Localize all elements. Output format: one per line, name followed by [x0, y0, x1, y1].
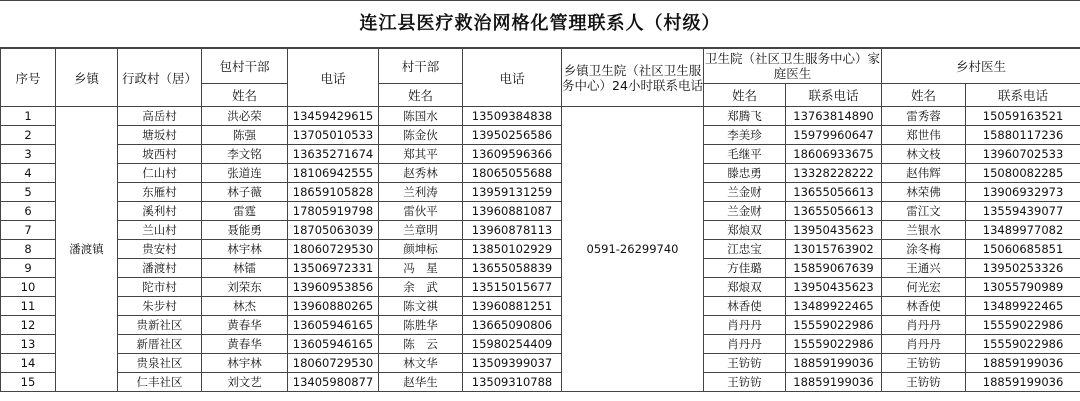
cell-cadre-name: 林宇林 — [202, 240, 288, 259]
cell-seq: 10 — [1, 278, 56, 297]
cell-village-cadre-name: 陈胜华 — [379, 316, 463, 335]
header-cadre-name: 姓名 — [202, 84, 288, 107]
cell-seq: 15 — [1, 373, 56, 392]
cell-seq: 12 — [1, 316, 56, 335]
cell-cadre-phone: 13459429615 — [288, 107, 379, 126]
header-cadre-group: 包村干部 — [202, 49, 288, 84]
cell-village: 新厝社区 — [118, 335, 202, 354]
cell-cadre-name: 刘荣东 — [202, 278, 288, 297]
cell-seq: 8 — [1, 240, 56, 259]
table-row — [1, 354, 1080, 373]
cell-family-doctor-phone: 18859199036 — [786, 354, 882, 373]
cell-rural-doctor-phone: 13489977082 — [966, 221, 1080, 240]
table-row — [1, 221, 1080, 240]
cell-cadre-phone: 13405980877 — [288, 373, 379, 392]
header-family-doctor-group: 卫生院（社区卫生服务中心）家庭医生 — [704, 49, 882, 84]
cell-rural-doctor-phone: 18859199036 — [966, 354, 1080, 373]
cell-rural-doctor-name: 何光宏 — [882, 278, 966, 297]
cell-family-doctor-phone: 18606933675 — [786, 145, 882, 164]
cell-rural-doctor-name: 肖丹丹 — [882, 335, 966, 354]
table-row — [1, 240, 1080, 259]
cell-family-doctor-phone: 13950435623 — [786, 278, 882, 297]
cell-village-cadre-name: 陈 云 — [379, 335, 463, 354]
cell-cadre-name: 陈强 — [202, 126, 288, 145]
cell-rural-doctor-name: 王钫钫 — [882, 354, 966, 373]
cell-rural-doctor-name: 涂冬梅 — [882, 240, 966, 259]
cell-village: 高岳村 — [118, 107, 202, 126]
cell-cadre-name: 黄春华 — [202, 335, 288, 354]
cell-family-doctor-name: 兰金财 — [704, 183, 786, 202]
cell-cadre-name: 黄春华 — [202, 316, 288, 335]
cell-rural-doctor-phone: 15059163521 — [966, 107, 1080, 126]
header-village-cadre-group: 村干部 — [379, 49, 463, 84]
header-town: 乡镇 — [56, 49, 118, 107]
cell-rural-doctor-phone: 13950253326 — [966, 259, 1080, 278]
cell-village: 仁山村 — [118, 164, 202, 183]
cell-village-cadre-phone: 13609596366 — [463, 145, 562, 164]
cell-village: 陀市村 — [118, 278, 202, 297]
table-row — [1, 126, 1080, 145]
cell-village-cadre-phone: 13960878113 — [463, 221, 562, 240]
cell-family-doctor-name: 李美珍 — [704, 126, 786, 145]
cell-village-cadre-phone: 13850102929 — [463, 240, 562, 259]
cell-village-cadre-name: 林文华 — [379, 354, 463, 373]
cell-rural-doctor-name: 雷江文 — [882, 202, 966, 221]
cell-cadre-name: 李文铭 — [202, 145, 288, 164]
cell-cadre-phone: 13960880265 — [288, 297, 379, 316]
cell-rural-doctor-name: 王通兴 — [882, 259, 966, 278]
header-cadre-phone: 电话 — [288, 49, 379, 107]
contact-table — [0, 48, 1080, 392]
cell-rural-doctor-name: 林文枝 — [882, 145, 966, 164]
cell-seq: 5 — [1, 183, 56, 202]
cell-family-doctor-phone: 15859067639 — [786, 259, 882, 278]
cell-seq: 6 — [1, 202, 56, 221]
cell-seq: 11 — [1, 297, 56, 316]
cell-village-cadre-name: 冯 星 — [379, 259, 463, 278]
cell-family-doctor-phone: 15559022986 — [786, 316, 882, 335]
header-family-doctor-name: 姓名 — [704, 84, 786, 107]
cell-seq: 2 — [1, 126, 56, 145]
cell-village-cadre-name: 赵秀林 — [379, 164, 463, 183]
header-rural-doctor-name: 姓名 — [882, 84, 966, 107]
cell-village-cadre-phone: 13959131259 — [463, 183, 562, 202]
cell-seq: 14 — [1, 354, 56, 373]
header-village-cadre-phone: 电话 — [463, 49, 562, 107]
cell-village-cadre-phone: 18065055688 — [463, 164, 562, 183]
cell-family-doctor-phone: 13328228222 — [786, 164, 882, 183]
cell-rural-doctor-phone: 13906932973 — [966, 183, 1080, 202]
table-row — [1, 164, 1080, 183]
cell-family-doctor-phone: 13763814890 — [786, 107, 882, 126]
cell-rural-doctor-phone: 15880117236 — [966, 126, 1080, 145]
table-row — [1, 335, 1080, 354]
header-village-cadre-name: 姓名 — [379, 84, 463, 107]
cell-village: 贵安村 — [118, 240, 202, 259]
cell-family-doctor-name: 毛继平 — [704, 145, 786, 164]
cell-village-cadre-name: 陈金伙 — [379, 126, 463, 145]
table-row — [1, 278, 1080, 297]
cell-family-doctor-phone: 13950435623 — [786, 221, 882, 240]
document-title: 连江县医疗救治网格化管理联系人（村级） — [0, 0, 1080, 48]
table-header-row-1 — [1, 49, 1080, 84]
table-row — [1, 183, 1080, 202]
cell-village-cadre-name: 雷伙平 — [379, 202, 463, 221]
header-village: 行政村（居） — [118, 49, 202, 107]
cell-hospital-phone: 0591-26299740 — [562, 107, 704, 392]
header-hospital-line: 乡镇卫生院（社区卫生服务中心）24小时联系电话 — [562, 49, 704, 107]
cell-rural-doctor-phone: 13960702533 — [966, 145, 1080, 164]
cell-village-cadre-name: 陈文祺 — [379, 297, 463, 316]
cell-village-cadre-name: 余 武 — [379, 278, 463, 297]
cell-village-cadre-name: 赵华生 — [379, 373, 463, 392]
cell-village: 东雁村 — [118, 183, 202, 202]
cell-village: 仁丰社区 — [118, 373, 202, 392]
cell-family-doctor-name: 滕忠勇 — [704, 164, 786, 183]
cell-rural-doctor-name: 郑世伟 — [882, 126, 966, 145]
cell-village: 贵泉社区 — [118, 354, 202, 373]
table-row — [1, 202, 1080, 221]
cell-rural-doctor-name: 林香使 — [882, 297, 966, 316]
cell-seq: 9 — [1, 259, 56, 278]
cell-village-cadre-phone: 13509310788 — [463, 373, 562, 392]
header-rural-doctor-phone: 联系电话 — [966, 84, 1080, 107]
cell-rural-doctor-phone: 15559022986 — [966, 335, 1080, 354]
header-family-doctor-phone: 联系电话 — [786, 84, 882, 107]
cell-rural-doctor-name: 兰银水 — [882, 221, 966, 240]
cell-cadre-phone: 13605946165 — [288, 316, 379, 335]
cell-village-cadre-phone: 13655058839 — [463, 259, 562, 278]
cell-seq: 13 — [1, 335, 56, 354]
cell-rural-doctor-phone: 13489922465 — [966, 297, 1080, 316]
header-seq: 序号 — [1, 49, 56, 107]
cell-cadre-name: 洪必荣 — [202, 107, 288, 126]
cell-cadre-name: 林宇林 — [202, 354, 288, 373]
cell-cadre-phone: 18106942555 — [288, 164, 379, 183]
cell-family-doctor-name: 兰金财 — [704, 202, 786, 221]
cell-village: 朱步村 — [118, 297, 202, 316]
cell-family-doctor-name: 林香使 — [704, 297, 786, 316]
cell-village-cadre-phone: 15980254409 — [463, 335, 562, 354]
cell-family-doctor-name: 方佳璐 — [704, 259, 786, 278]
cell-cadre-name: 林镭 — [202, 259, 288, 278]
cell-village-cadre-phone: 13950256586 — [463, 126, 562, 145]
cell-rural-doctor-name: 林荣佛 — [882, 183, 966, 202]
cell-cadre-name: 林子薇 — [202, 183, 288, 202]
cell-cadre-phone: 18659105828 — [288, 183, 379, 202]
cell-family-doctor-phone: 13015763902 — [786, 240, 882, 259]
cell-cadre-phone: 17805919798 — [288, 202, 379, 221]
cell-village-cadre-phone: 13509384838 — [463, 107, 562, 126]
cell-village: 坡西村 — [118, 145, 202, 164]
cell-family-doctor-name: 王钫钫 — [704, 354, 786, 373]
cell-rural-doctor-phone: 18859199036 — [966, 373, 1080, 392]
cell-seq: 3 — [1, 145, 56, 164]
cell-village-cadre-phone: 13665090806 — [463, 316, 562, 335]
cell-village-cadre-phone: 13960881087 — [463, 202, 562, 221]
cell-village-cadre-phone: 13509399037 — [463, 354, 562, 373]
cell-rural-doctor-phone: 15559022986 — [966, 316, 1080, 335]
cell-family-doctor-name: 肖丹丹 — [704, 335, 786, 354]
cell-cadre-name: 聂能勇 — [202, 221, 288, 240]
cell-rural-doctor-phone: 15060685851 — [966, 240, 1080, 259]
cell-cadre-name: 刘文艺 — [202, 373, 288, 392]
header-rural-doctor-group: 乡村医生 — [882, 49, 1080, 84]
cell-family-doctor-phone: 13489922465 — [786, 297, 882, 316]
cell-town: 潘渡镇 — [56, 107, 118, 392]
cell-village-cadre-phone: 13515015677 — [463, 278, 562, 297]
cell-seq: 4 — [1, 164, 56, 183]
cell-cadre-name: 雷霆 — [202, 202, 288, 221]
cell-family-doctor-name: 郑腾飞 — [704, 107, 786, 126]
cell-family-doctor-phone: 18859199036 — [786, 373, 882, 392]
cell-family-doctor-name: 肖丹丹 — [704, 316, 786, 335]
cell-cadre-phone: 13705010533 — [288, 126, 379, 145]
table-row — [1, 259, 1080, 278]
cell-village: 兰山村 — [118, 221, 202, 240]
cell-cadre-name: 张道连 — [202, 164, 288, 183]
cell-village-cadre-name: 兰章明 — [379, 221, 463, 240]
cell-village-cadre-name: 兰利涛 — [379, 183, 463, 202]
cell-seq: 7 — [1, 221, 56, 240]
table-row — [1, 145, 1080, 164]
table-body — [1, 107, 1080, 392]
cell-cadre-phone: 13506972331 — [288, 259, 379, 278]
cell-village: 潘渡村 — [118, 259, 202, 278]
cell-family-doctor-name: 郑烺双 — [704, 278, 786, 297]
cell-village-cadre-phone: 13960881251 — [463, 297, 562, 316]
cell-family-doctor-phone: 13655056613 — [786, 183, 882, 202]
cell-rural-doctor-phone: 15080082285 — [966, 164, 1080, 183]
cell-village: 塘坂村 — [118, 126, 202, 145]
cell-cadre-phone: 18705063039 — [288, 221, 379, 240]
table-row — [1, 107, 1080, 126]
cell-family-doctor-name: 郑烺双 — [704, 221, 786, 240]
cell-cadre-phone: 13635271674 — [288, 145, 379, 164]
cell-cadre-phone: 18060729530 — [288, 354, 379, 373]
cell-village-cadre-name: 颜坤标 — [379, 240, 463, 259]
cell-rural-doctor-name: 王钫钫 — [882, 373, 966, 392]
table-row — [1, 297, 1080, 316]
cell-village: 贵新社区 — [118, 316, 202, 335]
cell-rural-doctor-name: 雷秀蓉 — [882, 107, 966, 126]
cell-cadre-phone: 18060729530 — [288, 240, 379, 259]
cell-village-cadre-name: 陈国水 — [379, 107, 463, 126]
cell-family-doctor-name: 王钫钫 — [704, 373, 786, 392]
cell-cadre-phone: 13960953856 — [288, 278, 379, 297]
cell-family-doctor-phone: 15979960647 — [786, 126, 882, 145]
table-row — [1, 373, 1080, 392]
cell-rural-doctor-name: 赵伟辉 — [882, 164, 966, 183]
cell-rural-doctor-name: 肖丹丹 — [882, 316, 966, 335]
cell-family-doctor-phone: 13655056613 — [786, 202, 882, 221]
cell-family-doctor-phone: 15559022986 — [786, 335, 882, 354]
cell-cadre-phone: 13605946165 — [288, 335, 379, 354]
cell-seq: 1 — [1, 107, 56, 126]
cell-rural-doctor-phone: 13559439077 — [966, 202, 1080, 221]
cell-rural-doctor-phone: 13055790989 — [966, 278, 1080, 297]
cell-village-cadre-name: 郑其平 — [379, 145, 463, 164]
table-row — [1, 316, 1080, 335]
cell-cadre-name: 林杰 — [202, 297, 288, 316]
cell-family-doctor-name: 江忠宝 — [704, 240, 786, 259]
cell-village: 溪利村 — [118, 202, 202, 221]
